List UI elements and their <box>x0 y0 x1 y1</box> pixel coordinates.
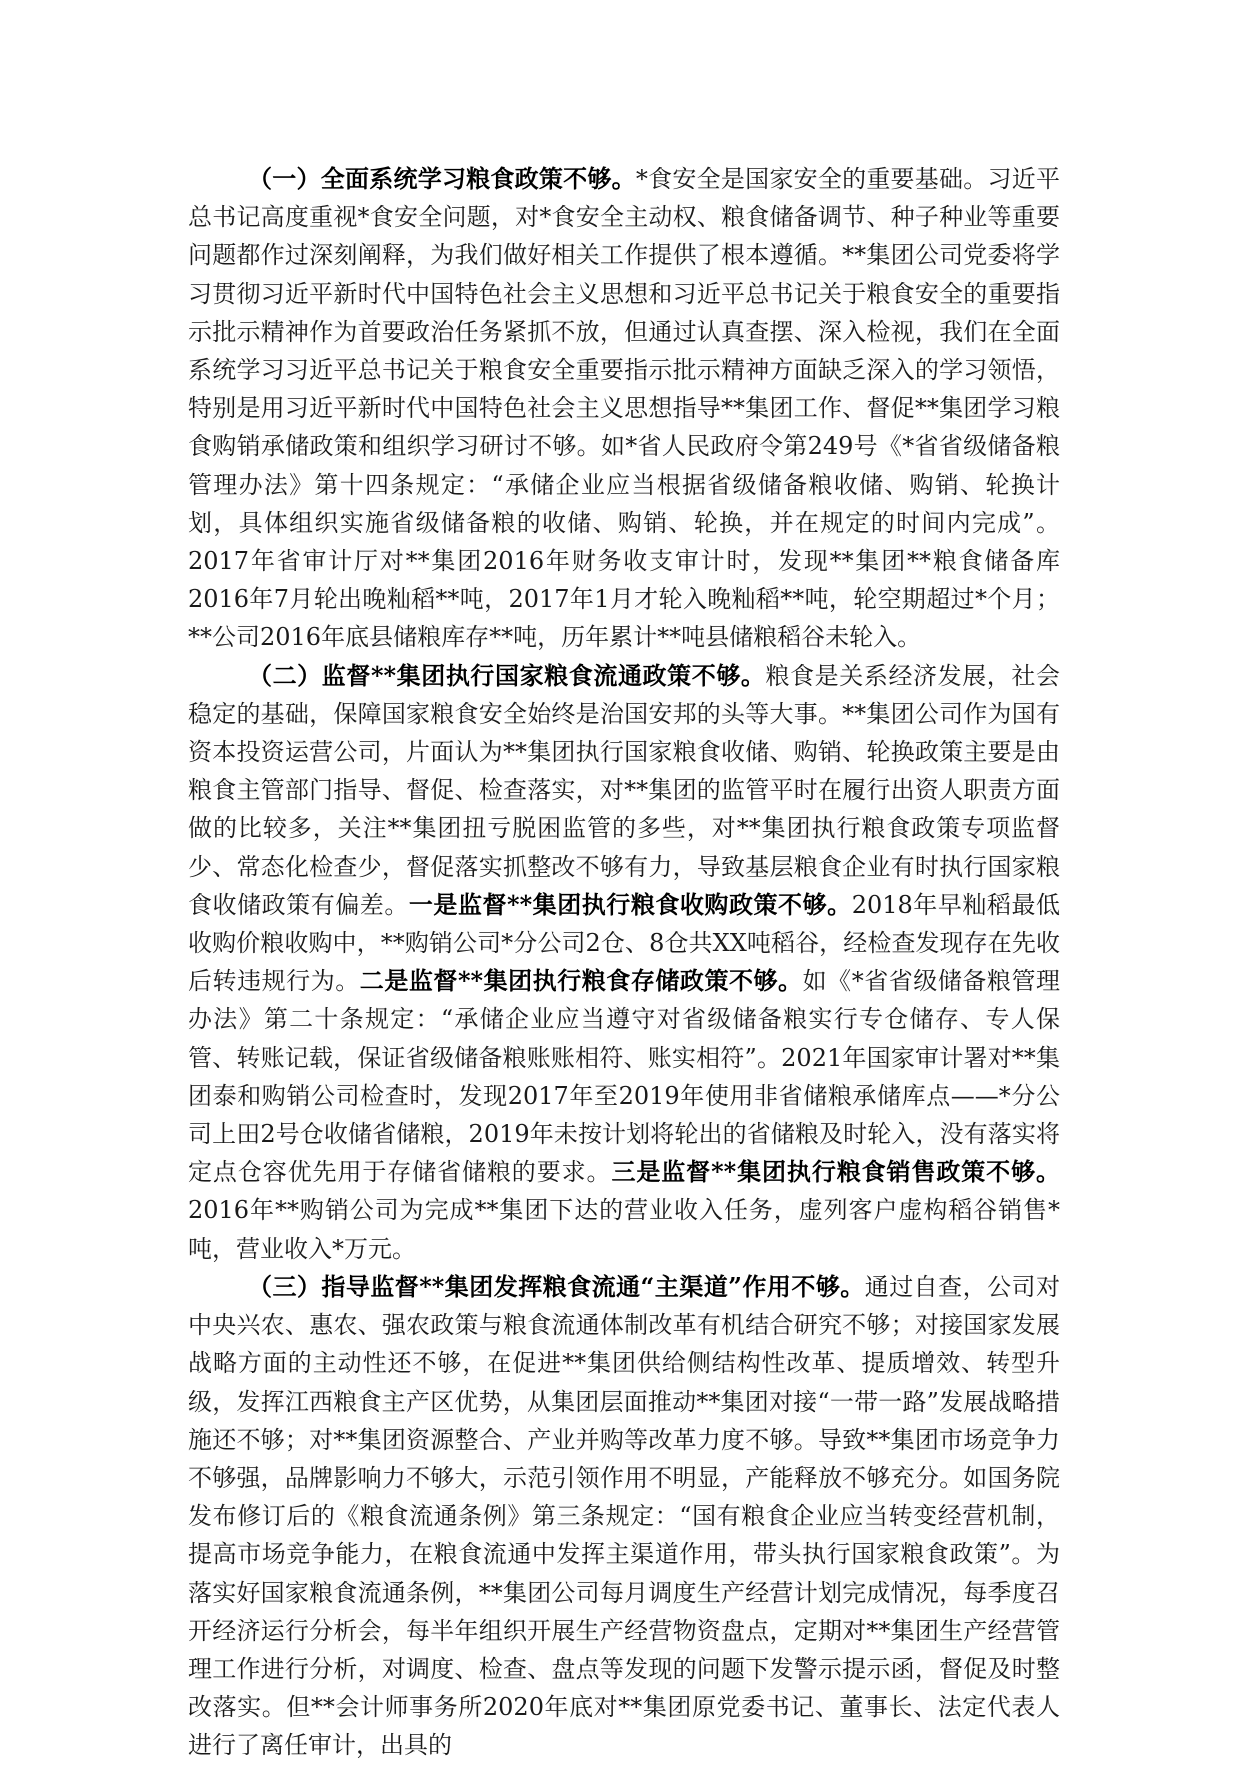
section-2-point-2: 二是监督**集团执行粮食存储政策不够。 <box>359 966 803 996</box>
section-3-heading: （三）指导监督**集团发挥粮食流通“主渠道”作用不够。 <box>248 1271 865 1301</box>
section-2-point-1: 一是监督**集团执行粮食收购政策不够。 <box>408 889 852 919</box>
section-2-text-4: 2016年**购销公司为完成**集团下达的营业收入任务，虚列客户虚构稻谷销售*吨，营业收入*万元。 <box>188 1196 1060 1263</box>
section-2-text-1: 粮食是关系经济发展，社会稳定的基础，保障国家粮食安全始终是治国安邦的头等大事。**集团公司作为国有资本投资运营公司，片面认为**集团执行国家粮食收储、购销、轮换政策主要是由粮食主管部门指导、督促、检查落实，对**集团的监管平时在履行出资人职责方面做的比较多，关注**集团扭亏脱困监管的多些，对**集团执行粮食政策专项监督少、常态化检查少，督促落实抓整改不够有力，导致基层粮食企业有时执行国家粮食收储政策有偏差。 <box>188 661 1060 919</box>
section-2-point-3: 三是监督**集团执行粮食销售政策不够。 <box>611 1157 1060 1187</box>
section-2-heading: （二）监督**集团执行国家粮食流通政策不够。 <box>248 660 766 690</box>
document-body <box>188 160 1060 1765</box>
section-1-text: *食安全是国家安全的重要基础。习近平总书记高度重视*食安全问题，对*食安全主动权、粮食储备调节、种子种业等重要问题都作过深刻阐释，为我们做好相关工作提供了根本遵循。**集团公司党委将学习贯彻习近平新时代中国特色社会主义思想和习近平总书记关于粮食安全的重要指示批示精神作为首要政治任务紧抓不放，但通过认真查摆、深入检视，我们在全面系统学习习近平总书记关于粮食安全重要指示批示精神方面缺乏深入的学习领悟，特别是用习近平新时代中国特色社会主义思想指导**集团工作、督促**集团学习粮食购销承储政策和组织学习研讨不够。如*省人民政府令第249号《*省省级储备粮管理办法》第十四条规定：“承储企业应当根据省级储备粮收储、购销、轮换计划，具体组织实施省级储备粮的收储、购销、轮换，并在规定的时间内完成”。2017年省审计厅对**集团2016年财务收支审计时，发现**集团**粮食储备库2016年7月轮出晚籼稻**吨，2017年1月才轮入晚籼稻**吨，轮空期超过*个月；**公司2016年底县储粮库存**吨，历年累计**吨县储粮稻谷未轮入。 <box>188 165 1061 652</box>
section-1-heading: （一）全面系统学习粮食政策不够。 <box>248 164 636 193</box>
paragraph-section-3 <box>188 1268 1060 1765</box>
paragraph-section-2 <box>188 657 1060 1268</box>
section-2-text-3: 如《*省省级储备粮管理办法》第二十条规定：“承储企业应当遵守对省级储备粮实行专仓储存、专人保管、转账记载，保证省级储备粮账账相符、账实相符”。2021年国家审计署对**集团泰和购销公司检查时，发现2017年至2019年使用非省储粮承储库点——*分公司上田2号仓收储省储粮，2019年未按计划将轮出的省储粮及时轮入，没有落实将定点仓容优先用于存储省储粮的要求。 <box>188 967 1061 1187</box>
section-3-text: 通过自查，公司对中央兴农、惠农、强农政策与粮食流通体制改革有机结合研究不够；对接国家发展战略方面的主动性还不够，在促进**集团供给侧结构性改革、提质增效、转型升级，发挥江西粮食主产区优势，从集团层面推动**集团对接“一带一路”发展战略措施还不够；对**集团资源整合、产业并购等改革力度不够。导致**集团市场竞争力不够强，品牌影响力不够大，示范引领作用不明显，产能释放不够充分。如国务院发布修订后的《粮食流通条例》第三条规定：“国有粮食企业应当转变经营机制，提高市场竞争能力，在粮食流通中发挥主渠道作用，带头执行国家粮食政策”。为落实好国家粮食流通条例，**集团公司每月调度生产经营计划完成情况，每季度召开经济运行分析会，每半年组织开展生产经营物资盘点，定期对**集团生产经营管理工作进行分析，对调度、检查、盘点等发现的问题下发警示提示函，督促及时整改落实。但**会计师事务所2020年底对**集团原党委书记、董事长、法定代表人进行了离任审计，出具的 <box>188 1272 1060 1760</box>
section-2-text-2: 2018年早籼稻最低收购价粮收购中，**购销公司*分公司2仓、8仓共XX吨稻谷，经检查发现存在先收后转违规行为。 <box>188 890 1061 996</box>
paragraph-section-1 <box>188 160 1060 657</box>
